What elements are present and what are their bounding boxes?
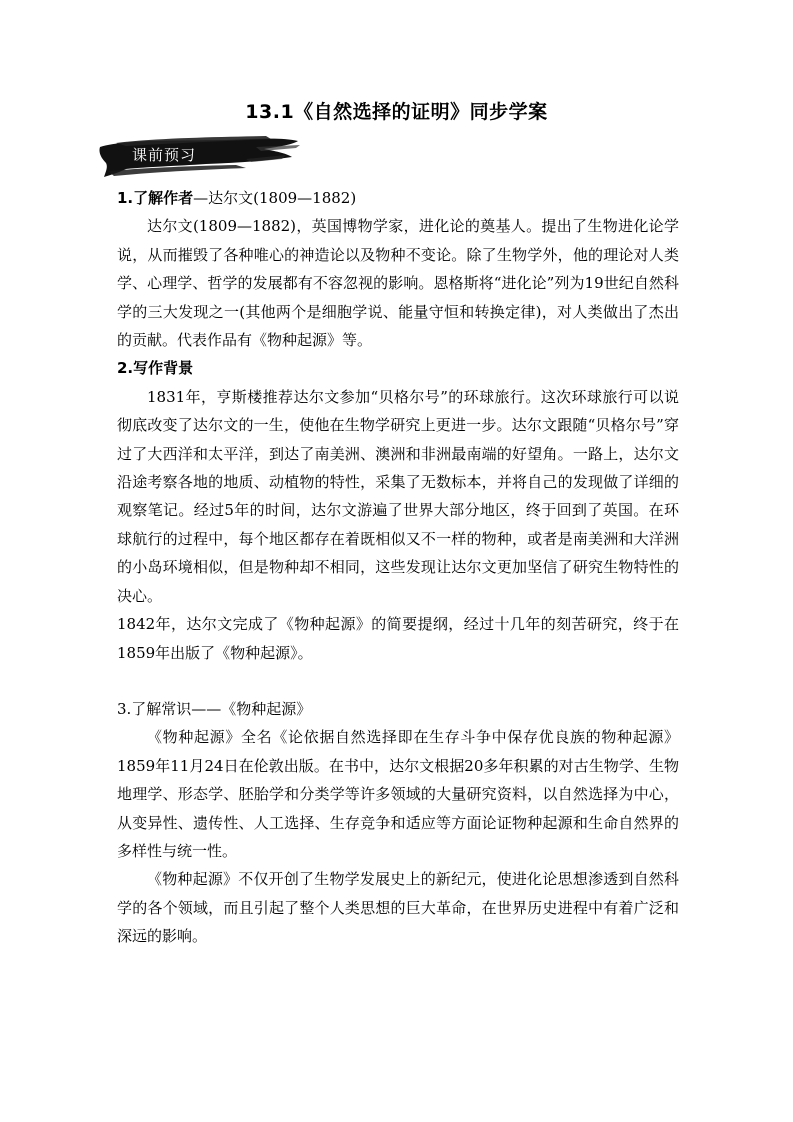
section-heading-author-label: 1.了解作者 — [117, 189, 194, 207]
section-banner — [96, 133, 301, 181]
paragraph-origin-of-species: 《物种起源》全名《论依据自然选择即在生存斗争中保存优良族的物种起源》1859年11月24日在伦敦出版。在书中，达尔文根据20多年积累的对古生物学、生物地理学、形态学、胚胎学和分类学等许多领域的大量研究资料，以自然选择为中心，从变异性、遗传性、人工选择、生存竞争和适应等方面论证物种起源和生命自然界的多样性与统一性。 — [117, 728, 679, 860]
paragraph-voyage: 1831年，亨斯楼推荐达尔文参加“贝格尔号”的环球旅行。这次环球旅行可以说彻底改变了达尔文的一生，使他在生物学研究上更进一步。达尔文跟随“贝格尔号”穿过了大西洋和太平洋，到达了南美洲、澳洲和非洲最南端的好望角。一路上，达尔文沿途考察各地的地质、动植物的特性，采集了无数标本，并将自己的发现做了详细的观察笔记。经过5年的时间，达尔文游遍了世界大部分地区，终于回到了英国。在环球航行的过程中，每个地区都存在着既相似又不一样的物种，或者是南美洲和大洋洲的小岛环境相似，但是物种却不相同，这些发现让达尔文更加坚信了研究生物特性的决心。 — [117, 387, 679, 605]
document-body — [117, 184, 679, 951]
paragraph-publication: 1842年，达尔文完成了《物种起源》的简要提纲，经过十几年的刻苦研究，终于在1859年出版了《物种起源》。 — [117, 615, 679, 662]
banner-label: 课前预习 — [132, 146, 197, 164]
page-title: 13.1《自然选择的证明》同步学案 — [245, 101, 548, 123]
brush-stroke-graphic — [96, 133, 301, 181]
spacer — [117, 667, 679, 695]
section-heading-author-sub: —达尔文(1809—1882) — [193, 189, 357, 207]
section-heading-knowledge: 3.了解常识——《物种起源》 — [117, 699, 312, 718]
section-heading-author — [117, 184, 679, 212]
paragraph-author-bio: 达尔文(1809—1882)，英国博物学家，进化论的奠基人。提出了生物进化论学说，从而摧毁了各种唯心的神造论以及物种不变论。除了生物学外，他的理论对人类学、心理学、哲学的发展都有不容忽视的影响。恩格斯将“进化论”列为19世纪自然科学的三大发现之一(其他两个是细胞学说、能量守恒和转换定律)，对人类做出了杰出的贡献。代表作品有《物种起源》等。 — [117, 217, 679, 350]
section-heading-background: 2.写作背景 — [117, 359, 194, 378]
paragraph-influence: 《物种起源》不仅开创了生物学发展史上的新纪元，使进化论思想渗透到自然科学的各个领域，而且引起了整个人类思想的巨大革命，在世界历史进程中有着广泛和深远的影响。 — [117, 870, 679, 946]
